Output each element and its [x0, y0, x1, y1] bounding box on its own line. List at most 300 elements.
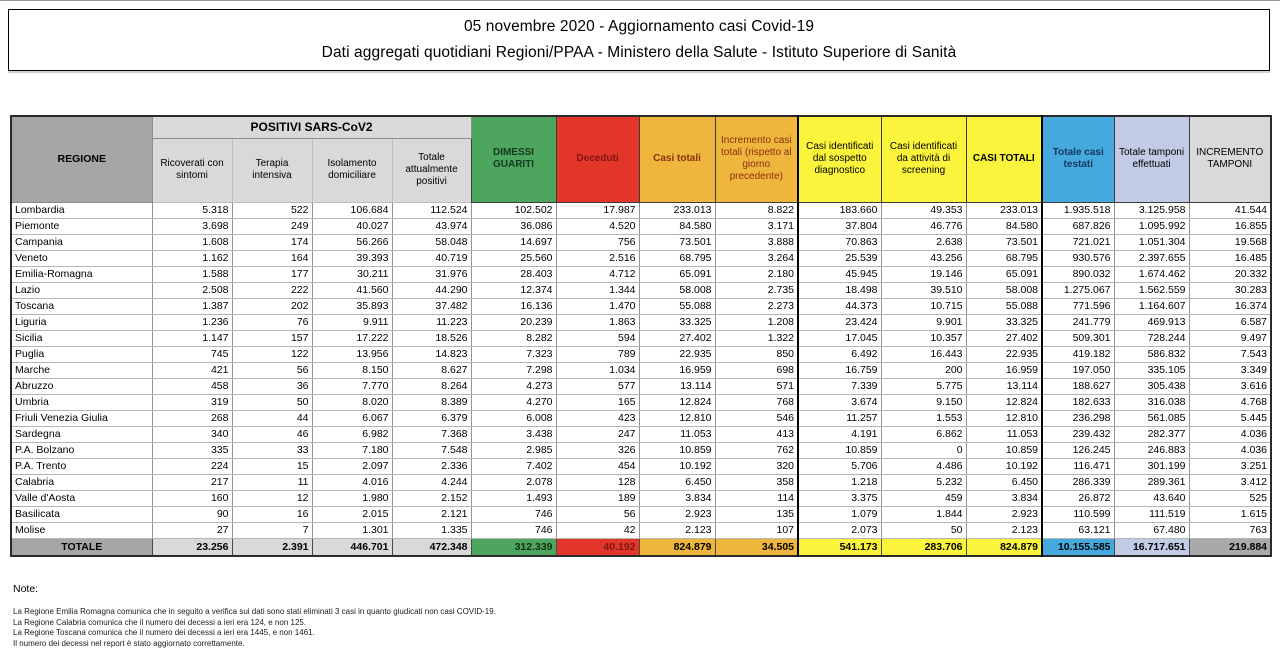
- cell: 525: [1189, 490, 1271, 506]
- cell: 1.322: [715, 330, 798, 346]
- cell: 2.923: [966, 506, 1042, 522]
- cell: 2.180: [715, 266, 798, 282]
- cell: 73.501: [966, 234, 1042, 250]
- cell: 65.091: [639, 266, 715, 282]
- header-terapia-intensiva: Terapia intensiva: [232, 138, 312, 202]
- covid-data-table: [10, 115, 1272, 557]
- cell: 10.859: [639, 442, 715, 458]
- cell: 3.349: [1189, 362, 1271, 378]
- cell: 55.088: [639, 298, 715, 314]
- cell: 56: [556, 506, 639, 522]
- cell: 42: [556, 522, 639, 538]
- cell: 1.335: [392, 522, 471, 538]
- cell: 5.318: [152, 202, 232, 218]
- cell: 930.576: [1042, 250, 1114, 266]
- cell: 3.412: [1189, 474, 1271, 490]
- cell: 1.608: [152, 234, 232, 250]
- report-subtitle: Dati aggregati quotidiani Regioni/PPAA - Ministero della Salute - Istituto Superiore di Sanità: [321, 44, 957, 61]
- cell: 9.497: [1189, 330, 1271, 346]
- total-cell: 283.706: [881, 538, 966, 556]
- cell: 112.524: [392, 202, 471, 218]
- cell: 745: [152, 346, 232, 362]
- cell: 7.323: [471, 346, 556, 362]
- cell: 6.587: [1189, 314, 1271, 330]
- table-row: [11, 410, 1271, 426]
- cell: 1.051.304: [1114, 234, 1189, 250]
- cell: 17.222: [312, 330, 392, 346]
- cell: 2.097: [312, 458, 392, 474]
- cell: 571: [715, 378, 798, 394]
- cell: 23.424: [798, 314, 881, 330]
- cell: 1.493: [471, 490, 556, 506]
- cell: 239.432: [1042, 426, 1114, 442]
- cell: 763: [1189, 522, 1271, 538]
- cell: 6.862: [881, 426, 966, 442]
- cell: 7.548: [392, 442, 471, 458]
- table-row: [11, 474, 1271, 490]
- region-name: Molise: [11, 522, 152, 538]
- cell: 3.438: [471, 426, 556, 442]
- cell: 249: [232, 218, 312, 234]
- cell: 4.712: [556, 266, 639, 282]
- cell: 68.795: [639, 250, 715, 266]
- total-cell: 446.701: [312, 538, 392, 556]
- total-cell: 34.505: [715, 538, 798, 556]
- cell: 35.893: [312, 298, 392, 314]
- cell: 746: [471, 506, 556, 522]
- cell: 58.008: [966, 282, 1042, 298]
- cell: 1.470: [556, 298, 639, 314]
- region-name: P.A. Trento: [11, 458, 152, 474]
- cell: 36.086: [471, 218, 556, 234]
- total-cell: 23.256: [152, 538, 232, 556]
- header-casi-sospetto-diagnostico: Casi identificati dal sospetto diagnostico: [798, 116, 881, 202]
- cell: 509.301: [1042, 330, 1114, 346]
- cell: 16.855: [1189, 218, 1271, 234]
- cell: 39.510: [881, 282, 966, 298]
- cell: 8.264: [392, 378, 471, 394]
- cell: 36: [232, 378, 312, 394]
- cell: 3.674: [798, 394, 881, 410]
- cell: 33.325: [966, 314, 1042, 330]
- cell: 160: [152, 490, 232, 506]
- table-header: [11, 116, 1271, 202]
- cell: 50: [232, 394, 312, 410]
- region-name: Campania: [11, 234, 152, 250]
- total-label: TOTALE: [11, 538, 152, 556]
- cell: 2.638: [881, 234, 966, 250]
- cell: 189: [556, 490, 639, 506]
- cell: 177: [232, 266, 312, 282]
- region-name: Calabria: [11, 474, 152, 490]
- cell: 469.913: [1114, 314, 1189, 330]
- header-casi-screening: Casi identificati da attività di screening: [881, 116, 966, 202]
- cell: 1.034: [556, 362, 639, 378]
- cell: 182.633: [1042, 394, 1114, 410]
- cell: 1.980: [312, 490, 392, 506]
- cell: 12.824: [639, 394, 715, 410]
- total-cell: 16.717.651: [1114, 538, 1189, 556]
- cell: 128: [556, 474, 639, 490]
- cell: 1.301: [312, 522, 392, 538]
- cell: 18.498: [798, 282, 881, 298]
- cell: 698: [715, 362, 798, 378]
- cell: 850: [715, 346, 798, 362]
- cell: 454: [556, 458, 639, 474]
- cell: 2.923: [639, 506, 715, 522]
- note-line: La Regione Calabria comunica che il numero dei decessi a ieri era 124, e non 125.: [13, 617, 307, 627]
- cell: 50: [881, 522, 966, 538]
- cell: 56: [232, 362, 312, 378]
- cell: 4.244: [392, 474, 471, 490]
- cell: 10.357: [881, 330, 966, 346]
- cell: 1.344: [556, 282, 639, 298]
- cell: 2.123: [639, 522, 715, 538]
- cell: 27.402: [639, 330, 715, 346]
- region-name: P.A. Bolzano: [11, 442, 152, 458]
- table-row: [11, 314, 1271, 330]
- total-cell: 40.192: [556, 538, 639, 556]
- table-row: [11, 426, 1271, 442]
- cell: 13.956: [312, 346, 392, 362]
- cell: 16.959: [966, 362, 1042, 378]
- cell: 7.298: [471, 362, 556, 378]
- cell: 7.339: [798, 378, 881, 394]
- cell: 17.045: [798, 330, 881, 346]
- cell: 16.374: [1189, 298, 1271, 314]
- cell: 174: [232, 234, 312, 250]
- total-cell: 10.155.585: [1042, 538, 1114, 556]
- cell: 233.013: [639, 202, 715, 218]
- cell: 241.779: [1042, 314, 1114, 330]
- cell: 33: [232, 442, 312, 458]
- cell: 421: [152, 362, 232, 378]
- cell: 5.445: [1189, 410, 1271, 426]
- total-cell: 219.884: [1189, 538, 1271, 556]
- cell: 68.795: [966, 250, 1042, 266]
- cell: 1.562.559: [1114, 282, 1189, 298]
- cell: 3.171: [715, 218, 798, 234]
- table-row: [11, 458, 1271, 474]
- total-cell: 824.879: [639, 538, 715, 556]
- region-name: Basilicata: [11, 506, 152, 522]
- cell: 2.336: [392, 458, 471, 474]
- table-row: [11, 218, 1271, 234]
- cell: 771.596: [1042, 298, 1114, 314]
- cell: 106.684: [312, 202, 392, 218]
- cell: 11.257: [798, 410, 881, 426]
- cell: 1.588: [152, 266, 232, 282]
- cell: 4.191: [798, 426, 881, 442]
- cell: 0: [881, 442, 966, 458]
- cell: 789: [556, 346, 639, 362]
- table-row: [11, 330, 1271, 346]
- table-row: [11, 442, 1271, 458]
- cell: 39.393: [312, 250, 392, 266]
- cell: 7.368: [392, 426, 471, 442]
- cell: 25.539: [798, 250, 881, 266]
- cell: 84.580: [966, 218, 1042, 234]
- region-name: Liguria: [11, 314, 152, 330]
- cell: 31.976: [392, 266, 471, 282]
- note-line: La Regione Emilia Romagna comunica che in seguito a verifica sui dati sono stati eliminati 3 casi in quanto giudicati non casi COVID-19.: [13, 607, 496, 616]
- cell: 12: [232, 490, 312, 506]
- cell: 5.775: [881, 378, 966, 394]
- title-box: [8, 9, 1270, 71]
- cell: 114: [715, 490, 798, 506]
- cell: 11.223: [392, 314, 471, 330]
- cell: 1.147: [152, 330, 232, 346]
- cell: 25.560: [471, 250, 556, 266]
- cell: 358: [715, 474, 798, 490]
- cell: 37.804: [798, 218, 881, 234]
- cell: 335: [152, 442, 232, 458]
- cell: 8.389: [392, 394, 471, 410]
- cell: 16: [232, 506, 312, 522]
- cell: 90: [152, 506, 232, 522]
- cell: 116.471: [1042, 458, 1114, 474]
- cell: 1.275.067: [1042, 282, 1114, 298]
- cell: 135: [715, 506, 798, 522]
- cell: 282.377: [1114, 426, 1189, 442]
- region-name: Veneto: [11, 250, 152, 266]
- cell: 6.492: [798, 346, 881, 362]
- region-name: Emilia-Romagna: [11, 266, 152, 282]
- cell: 1.553: [881, 410, 966, 426]
- cell: 326: [556, 442, 639, 458]
- cell: 10.859: [966, 442, 1042, 458]
- cell: 419.182: [1042, 346, 1114, 362]
- header-casi-totali: Casi totali: [639, 116, 715, 202]
- cell: 12.810: [639, 410, 715, 426]
- cell: 222: [232, 282, 312, 298]
- cell: 15: [232, 458, 312, 474]
- cell: 9.901: [881, 314, 966, 330]
- cell: 10.192: [966, 458, 1042, 474]
- report-title: 05 novembre 2020 - Aggiornamento casi Covid-19: [463, 18, 815, 35]
- cell: 2.121: [392, 506, 471, 522]
- cell: 44.290: [392, 282, 471, 298]
- cell: 320: [715, 458, 798, 474]
- cell: 13.114: [966, 378, 1042, 394]
- cell: 577: [556, 378, 639, 394]
- cell: 9.150: [881, 394, 966, 410]
- cell: 4.270: [471, 394, 556, 410]
- cell: 746: [471, 522, 556, 538]
- cell: 19.146: [881, 266, 966, 282]
- region-name: Valle d'Aosta: [11, 490, 152, 506]
- cell: 111.519: [1114, 506, 1189, 522]
- total-cell: 472.348: [392, 538, 471, 556]
- cell: 197.050: [1042, 362, 1114, 378]
- cell: 27.402: [966, 330, 1042, 346]
- cell: 16.136: [471, 298, 556, 314]
- header-incremento-casi-totali: Incremento casi totali (rispetto al giorno precedente): [715, 116, 798, 202]
- note-line: Il numero dei decessi nel report è stato aggiornato correttamente.: [13, 638, 245, 648]
- note-line: La Regione Toscana comunica che il numero dei decessi a ieri era 1445, e non 1461.: [13, 628, 315, 637]
- header-totale-casi-testati: Totale casi testati: [1042, 116, 1114, 202]
- cell: 3.616: [1189, 378, 1271, 394]
- cell: 7.180: [312, 442, 392, 458]
- cell: 268: [152, 410, 232, 426]
- cell: 202: [232, 298, 312, 314]
- cell: 246.883: [1114, 442, 1189, 458]
- cell: 8.822: [715, 202, 798, 218]
- cell: 6.067: [312, 410, 392, 426]
- table-body: [11, 202, 1271, 538]
- table-row: [11, 362, 1271, 378]
- cell: 16.443: [881, 346, 966, 362]
- cell: 2.073: [798, 522, 881, 538]
- cell: 30.283: [1189, 282, 1271, 298]
- cell: 14.823: [392, 346, 471, 362]
- cell: 890.032: [1042, 266, 1114, 282]
- cell: 107: [715, 522, 798, 538]
- cell: 594: [556, 330, 639, 346]
- cell: 11.053: [639, 426, 715, 442]
- cell: 7.770: [312, 378, 392, 394]
- cell: 200: [881, 362, 966, 378]
- header-dimessi-guariti: DIMESSI GUARITI: [471, 116, 556, 202]
- cell: 3.264: [715, 250, 798, 266]
- cell: 2.735: [715, 282, 798, 298]
- cell: 423: [556, 410, 639, 426]
- cell: 7: [232, 522, 312, 538]
- cell: 6.982: [312, 426, 392, 442]
- cell: 1.674.462: [1114, 266, 1189, 282]
- table-row: [11, 394, 1271, 410]
- cell: 286.339: [1042, 474, 1114, 490]
- table-row: [11, 378, 1271, 394]
- cell: 11.053: [966, 426, 1042, 442]
- region-name: Sicilia: [11, 330, 152, 346]
- cell: 18.526: [392, 330, 471, 346]
- cell: 22.935: [639, 346, 715, 362]
- table-row: [11, 490, 1271, 506]
- cell: 10.715: [881, 298, 966, 314]
- region-name: Lombardia: [11, 202, 152, 218]
- cell: 46: [232, 426, 312, 442]
- cell: 16.759: [798, 362, 881, 378]
- table-foot: [11, 538, 1271, 556]
- cell: 340: [152, 426, 232, 442]
- cell: 26.872: [1042, 490, 1114, 506]
- cell: 44: [232, 410, 312, 426]
- cell: 188.627: [1042, 378, 1114, 394]
- header-casi-totali-riepilogo: CASI TOTALI: [966, 116, 1042, 202]
- total-cell: 824.879: [966, 538, 1042, 556]
- cell: 7.543: [1189, 346, 1271, 362]
- total-cell: 312.339: [471, 538, 556, 556]
- cell: 46.776: [881, 218, 966, 234]
- cell: 3.834: [966, 490, 1042, 506]
- cell: 44.373: [798, 298, 881, 314]
- cell: 316.038: [1114, 394, 1189, 410]
- cell: 8.627: [392, 362, 471, 378]
- cell: 3.834: [639, 490, 715, 506]
- region-name: Puglia: [11, 346, 152, 362]
- cell: 1.863: [556, 314, 639, 330]
- cell: 110.599: [1042, 506, 1114, 522]
- total-row: [11, 538, 1271, 556]
- cell: 3.125.958: [1114, 202, 1189, 218]
- table-row: [11, 346, 1271, 362]
- cell: 58.008: [639, 282, 715, 298]
- table-row: [11, 266, 1271, 282]
- cell: 3.375: [798, 490, 881, 506]
- cell: 1.208: [715, 314, 798, 330]
- cell: 4.520: [556, 218, 639, 234]
- region-name: Friuli Venezia Giulia: [11, 410, 152, 426]
- cell: 217: [152, 474, 232, 490]
- cell: 27: [152, 522, 232, 538]
- cell: 76: [232, 314, 312, 330]
- cell: 1.844: [881, 506, 966, 522]
- cell: 49.353: [881, 202, 966, 218]
- page-top-rule: [0, 0, 1280, 1]
- cell: 4.036: [1189, 442, 1271, 458]
- region-name: Toscana: [11, 298, 152, 314]
- cell: 9.911: [312, 314, 392, 330]
- cell: 20.239: [471, 314, 556, 330]
- cell: 102.502: [471, 202, 556, 218]
- cell: 58.048: [392, 234, 471, 250]
- cell: 164: [232, 250, 312, 266]
- cell: 2.273: [715, 298, 798, 314]
- header-incremento-tamponi: INCREMENTO TAMPONI: [1189, 116, 1271, 202]
- cell: 19.568: [1189, 234, 1271, 250]
- cell: 157: [232, 330, 312, 346]
- cell: 2.397.655: [1114, 250, 1189, 266]
- cell: 6.450: [639, 474, 715, 490]
- cell: 4.486: [881, 458, 966, 474]
- cell: 43.974: [392, 218, 471, 234]
- header-isolamento-domiciliare: Isolamento domiciliare: [312, 138, 392, 202]
- cell: 43.256: [881, 250, 966, 266]
- cell: 586.832: [1114, 346, 1189, 362]
- table-row: [11, 250, 1271, 266]
- cell: 458: [152, 378, 232, 394]
- cell: 762: [715, 442, 798, 458]
- header-totale-attualmente-positivi: Totale attualmente positivi: [392, 138, 471, 202]
- cell: 8.020: [312, 394, 392, 410]
- region-name: Lazio: [11, 282, 152, 298]
- cell: 1.079: [798, 506, 881, 522]
- cell: 70.863: [798, 234, 881, 250]
- cell: 55.088: [966, 298, 1042, 314]
- cell: 1.615: [1189, 506, 1271, 522]
- cell: 40.719: [392, 250, 471, 266]
- cell: 5.706: [798, 458, 881, 474]
- region-name: Marche: [11, 362, 152, 378]
- cell: 561.085: [1114, 410, 1189, 426]
- cell: 1.162: [152, 250, 232, 266]
- header-positivi-sars-cov2-group: POSITIVI SARS-CoV2: [152, 116, 471, 138]
- table-row: [11, 234, 1271, 250]
- cell: 3.251: [1189, 458, 1271, 474]
- cell: 721.021: [1042, 234, 1114, 250]
- cell: 1.236: [152, 314, 232, 330]
- table-row: [11, 506, 1271, 522]
- cell: 12.374: [471, 282, 556, 298]
- cell: 335.105: [1114, 362, 1189, 378]
- total-cell: 541.173: [798, 538, 881, 556]
- cell: 5.232: [881, 474, 966, 490]
- cell: 1.164.607: [1114, 298, 1189, 314]
- cell: 14.697: [471, 234, 556, 250]
- header-deceduti: Deceduti: [556, 116, 639, 202]
- cell: 522: [232, 202, 312, 218]
